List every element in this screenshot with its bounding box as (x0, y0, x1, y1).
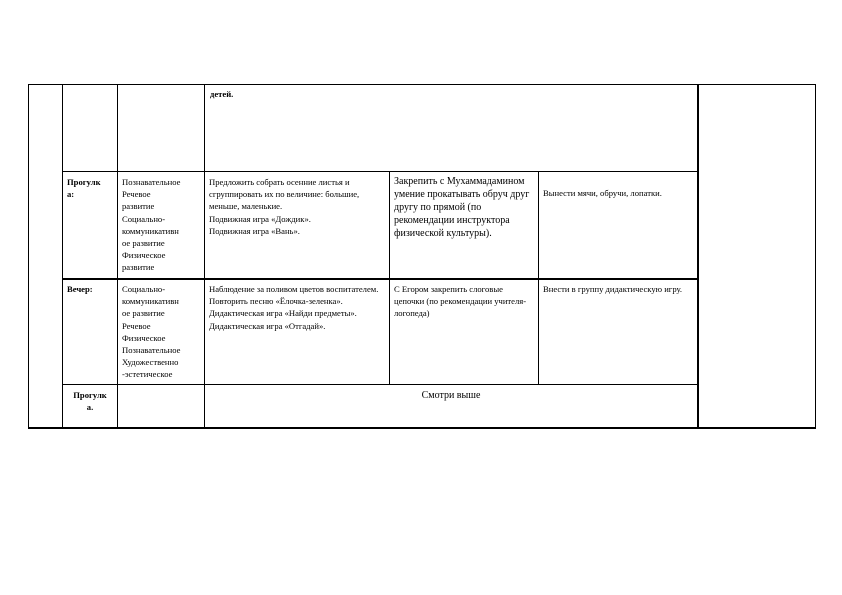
top-row-activity-text: детей. (210, 89, 234, 99)
walk2-label: Прогулк а. (73, 390, 107, 413)
walk1-label: Прогулк а: (67, 177, 101, 200)
grid-line-row1 (62, 171, 698, 172)
evening-individual: С Егором закрепить слоговые цепочки (по рекомендации учителя-логопеда) (394, 284, 527, 319)
grid-line-row2 (62, 278, 698, 280)
grid-line-v6 (697, 84, 699, 429)
evening-activity: Наблюдение за поливом цветов воспитателем. Повторить песню «Ёлочка-зеленка». Дидактическая игра «Найди предметы». Дидактическая игра «Отгадай». (209, 284, 379, 331)
walk1-activity: Предложить собрать осенние листья и сгруппировать их по величине: большие, меньше, маленькие. Подвижная игра «Дождик». Подвижная игра «Вань». (209, 177, 360, 236)
evening-environment: Внести в группу дидактическую игру. (543, 284, 683, 294)
grid-line-v7 (815, 84, 816, 429)
evening-label: Вечер: (67, 284, 93, 294)
grid-line-row3 (62, 384, 698, 385)
walk2-merged-text: Смотри выше (421, 390, 481, 401)
walk1-areas: Познавательное Речевое развитие Социально- коммуникативн ое развитие Физическое развитие (122, 177, 181, 273)
grid-line-v0 (28, 84, 29, 429)
walk1-individual: Закрепить с Мухаммадамином умение прокатывать обруч друг другу по прямой (по рекомендации инструктора физической культуры). (394, 176, 530, 239)
walk1-environment: Вынести мячи, обручи, лопатки. (543, 188, 662, 198)
evening-areas: Социально- коммуникативн ое развитие Речевое Физическое Познавательное Художественно -эстетическое (122, 284, 181, 380)
